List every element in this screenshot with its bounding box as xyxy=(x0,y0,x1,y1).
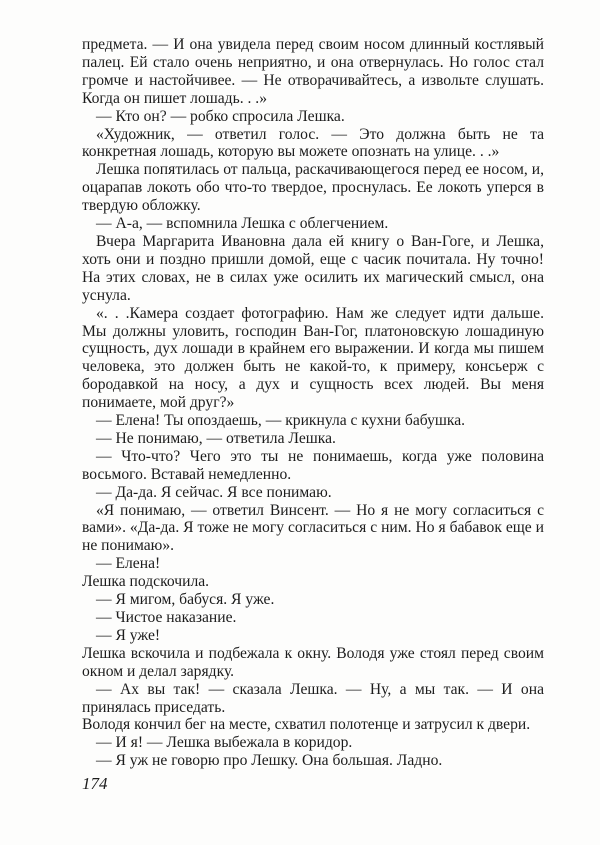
paragraph: Вчера Маргарита Ивановна дала ей книгу о Ван-Гоге, и Лешка, хоть они и поздно пришли домой, еще с часик почитала. Ну точно! На этих словах, не в силах уже осилить их магический смысл, она уснула. xyxy=(82,232,544,304)
paragraph: — Что-что? Чего это ты не понимаешь, когда уже половина восьмого. Вставай немедленно. xyxy=(82,447,544,483)
page-body-text xyxy=(82,36,544,770)
paragraph: предмета. — И она увидела перед своим носом длинный костлявый палец. Ей стало очень неприятно, и она отвернулась. Но голос стал громче и настойчивее. — Не отворачивайтесь, а извольте слушать. Когда он пишет лошадь. . .» xyxy=(82,36,544,107)
paragraph: Володя кончил бег на месте, схватил полотенце и затрусил к двери. xyxy=(82,716,531,734)
paragraph: — Я уже! xyxy=(96,626,161,644)
paragraph: — Чистое наказание. xyxy=(96,609,237,626)
paragraph: Лешка подскочила. xyxy=(82,573,210,591)
paragraph: — Не понимаю, — ответила Лешка. xyxy=(96,429,336,447)
page-number: 174 xyxy=(82,774,108,793)
paragraph: — Елена! Ты опоздаешь, — крикнула с кухни бабушка. xyxy=(96,412,466,430)
paragraph: — Я уж не говорю про Лешку. Она большая. Ладно. xyxy=(96,752,443,770)
paragraph: — Елена! xyxy=(96,555,161,573)
paragraph: Лешка вскочила и подбежала к окну. Володя уже стоял перед своим окном и делал зарядку. xyxy=(82,644,544,680)
paragraph: — Кто он? — робко спросила Лешка. xyxy=(96,107,345,125)
paragraph: — А-а, — вспомнила Лешка с облегчением. xyxy=(96,215,389,233)
paragraph: — И я! — Лешка выбежала в коридор. xyxy=(96,734,353,752)
paragraph: — Я мигом, бабуся. Я уже. xyxy=(96,591,275,609)
paragraph: — Ах вы так! — сказала Лешка. — Ну, а мы так. — И она принялась приседать. xyxy=(82,680,544,716)
paragraph: «Я понимаю, — ответил Винсент. — Но я не могу согласиться с вами». «Да-да. Я тоже не могу согласиться с ним. Но я бабавок еще и не понимаю». xyxy=(82,501,544,555)
paragraph: «. . .Камера создает фотографию. Нам же следует идти дальше. Мы должны уловить, господин Ван-Гог, платоновскую лошадиную сущность, дух лошади в крайнем его выражении. И когда мы пишем человека, это должен быть не какой-то, к примеру, консьерж с бородавкой на носу, а дух и сущность всех людей. Вы меня понимаете, мой друг?» xyxy=(82,304,544,412)
paragraph: Лешка попятилась от пальца, раскачивающегося перед ее носом, и, оцарапав локоть обо что-то твердое, проснулась. Ее локоть уперся в твердую обложку. xyxy=(82,161,544,215)
paragraph: — Да-да. Я сейчас. Я все понимаю. xyxy=(96,483,332,501)
paragraph: «Художник, — ответил голос. — Это должна быть не та конкретная лошадь, которую вы можете опознать на улице. . .» xyxy=(82,125,544,161)
